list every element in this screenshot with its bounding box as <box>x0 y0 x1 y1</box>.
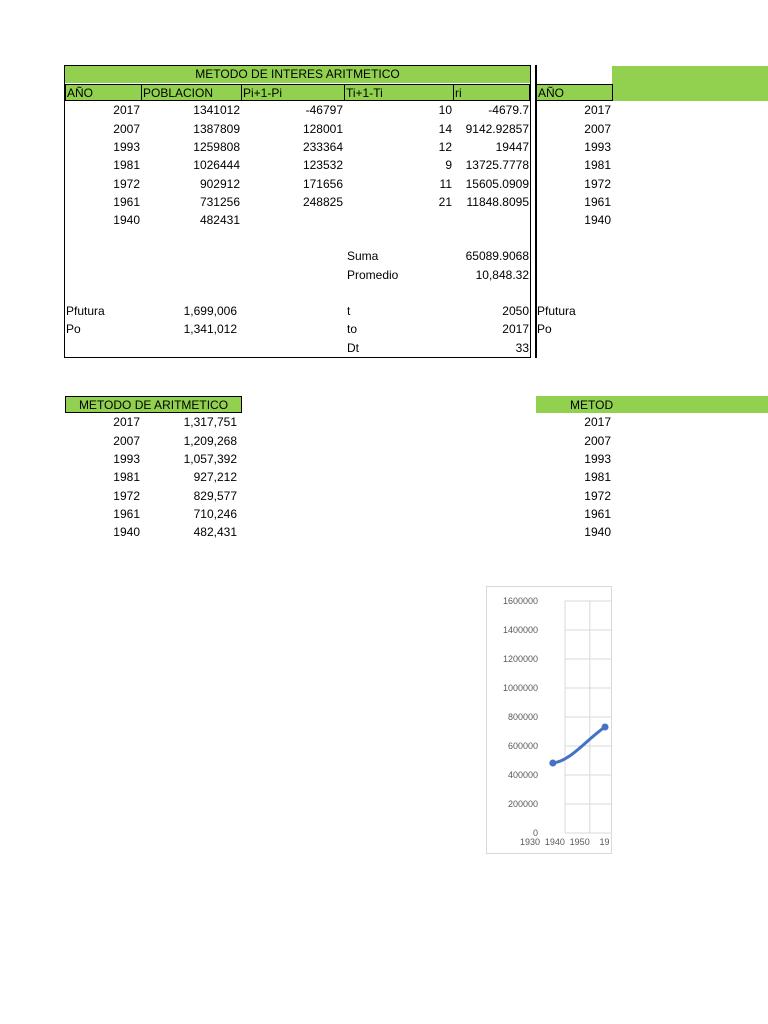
t2-year[interactable]: 2017 <box>584 103 611 117</box>
t1-dt[interactable]: 10 <box>438 103 452 117</box>
t1-year[interactable]: 1940 <box>113 213 140 227</box>
data-point <box>602 723 609 730</box>
to-value[interactable]: 2017 <box>502 322 529 336</box>
table2-header-year[interactable]: AÑO <box>536 84 613 101</box>
t3-year[interactable]: 1981 <box>113 470 140 484</box>
promedio-value[interactable]: 10,848.32 <box>475 268 529 282</box>
po-value[interactable]: 1,341,012 <box>183 322 237 336</box>
table3-title[interactable]: METODO DE ARITMETICO <box>65 396 242 413</box>
chart-svg <box>487 587 612 854</box>
y-tick-label: 200000 <box>507 799 538 809</box>
t1-year[interactable]: 1993 <box>113 139 140 154</box>
table2-title-bar <box>612 66 768 101</box>
y-tick-label: 0 <box>532 828 538 838</box>
t3-pop[interactable]: 1,209,268 <box>183 433 237 448</box>
y-tick-label: 1600000 <box>502 596 538 606</box>
to-label[interactable]: to <box>347 322 358 336</box>
po-label[interactable]: Po <box>66 322 81 336</box>
t1-pop[interactable]: 482431 <box>199 213 240 227</box>
series-line <box>553 727 605 763</box>
t4-year[interactable]: 1981 <box>584 470 611 484</box>
table1-header-dp[interactable]: Pi+1-Pi <box>241 84 345 101</box>
t1-dt[interactable]: 9 <box>445 158 452 172</box>
t4-year[interactable]: 1972 <box>584 488 611 503</box>
t4-year[interactable]: 2017 <box>584 415 611 429</box>
t4-year[interactable]: 1961 <box>584 507 611 521</box>
pfutura-label[interactable]: Pfutura <box>66 304 105 318</box>
t3-year[interactable]: 1961 <box>113 507 140 521</box>
y-tick-label: 1200000 <box>502 654 538 664</box>
t1-year[interactable]: 1972 <box>113 176 140 191</box>
t1-pop[interactable]: 1341012 <box>193 103 240 117</box>
x-tick-label: 1930 <box>519 837 541 847</box>
t1-dt[interactable]: 12 <box>438 139 452 154</box>
table1-header-population[interactable]: POBLACION <box>141 84 242 101</box>
t-label[interactable]: t <box>347 304 351 318</box>
t3-pop[interactable]: 482,431 <box>193 525 237 539</box>
t1-year[interactable]: 1961 <box>113 194 140 209</box>
t1-year[interactable]: 2007 <box>113 121 140 136</box>
t1-pop[interactable]: 731256 <box>199 194 240 209</box>
t2-pfutura-label[interactable]: Pfutura <box>537 304 576 318</box>
t4-year[interactable]: 1940 <box>584 525 611 539</box>
t1-ri[interactable]: 15605.0909 <box>465 176 529 191</box>
t2-year[interactable]: 1961 <box>584 194 611 209</box>
t3-pop[interactable]: 710,246 <box>193 507 237 521</box>
x-tick-label: 19 <box>599 837 610 847</box>
t1-pop[interactable]: 1387809 <box>193 121 240 136</box>
t2-year[interactable]: 1940 <box>584 213 611 227</box>
t3-year[interactable]: 1972 <box>113 488 140 503</box>
suma-label[interactable]: Suma <box>347 249 379 263</box>
t1-ri[interactable]: 11848.8095 <box>466 194 529 209</box>
t3-pop[interactable]: 927,212 <box>193 470 237 484</box>
data-point <box>549 760 556 767</box>
population-chart[interactable] <box>486 586 612 854</box>
t4-year[interactable]: 2007 <box>584 433 611 448</box>
t1-dt[interactable]: 21 <box>438 194 452 209</box>
t2-year[interactable]: 1972 <box>584 176 611 191</box>
t1-dt[interactable]: 14 <box>438 121 452 136</box>
t1-year[interactable]: 2017 <box>113 103 140 117</box>
t1-dp[interactable]: -46797 <box>305 103 343 117</box>
dt-label[interactable]: Dt <box>347 341 359 355</box>
t3-pop[interactable]: 829,577 <box>193 488 237 503</box>
t1-pop[interactable]: 902912 <box>199 176 240 191</box>
t1-pop[interactable]: 1259808 <box>193 139 240 154</box>
t1-ri[interactable]: 13725.7778 <box>465 158 529 172</box>
suma-value[interactable]: 65089.9068 <box>465 249 529 263</box>
t3-pop[interactable]: 1,057,392 <box>183 452 237 466</box>
y-tick-label: 400000 <box>507 770 538 780</box>
t1-ri[interactable]: 9142.92857 <box>465 121 529 136</box>
y-tick-label: 800000 <box>507 712 538 722</box>
t3-year[interactable]: 1940 <box>113 525 140 539</box>
table1-header-year[interactable]: AÑO <box>65 84 142 101</box>
t-value[interactable]: 2050 <box>502 304 529 318</box>
t4-year[interactable]: 1993 <box>584 452 611 466</box>
t1-year[interactable]: 1981 <box>113 158 140 172</box>
promedio-label[interactable]: Promedio <box>347 268 399 282</box>
t1-dp[interactable]: 248825 <box>302 194 343 209</box>
t3-year[interactable]: 1993 <box>113 452 140 466</box>
t2-year[interactable]: 2007 <box>584 121 611 136</box>
t1-dp[interactable]: 233364 <box>302 139 343 154</box>
dt-value[interactable]: 33 <box>515 341 529 355</box>
y-tick-label: 1400000 <box>502 625 538 635</box>
pfutura-value[interactable]: 1,699,006 <box>183 304 237 318</box>
t1-dp[interactable]: 171656 <box>302 176 343 191</box>
table1-header-ri[interactable]: ri <box>453 84 530 101</box>
t2-year[interactable]: 1993 <box>584 139 611 154</box>
x-tick-label: 1950 <box>569 837 590 847</box>
t3-year[interactable]: 2017 <box>113 415 140 429</box>
t1-dp[interactable]: 128001 <box>302 121 343 136</box>
y-tick-label: 1000000 <box>502 683 538 693</box>
t1-dp[interactable]: 123532 <box>302 158 343 172</box>
t3-year[interactable]: 2007 <box>113 433 140 448</box>
t3-pop[interactable]: 1,317,751 <box>183 415 237 429</box>
y-tick-label: 600000 <box>507 741 538 751</box>
t2-year[interactable]: 1981 <box>584 158 611 172</box>
table4-title[interactable]: METOD <box>570 397 614 412</box>
table1-title[interactable]: METODO DE INTERES ARITMETICO <box>65 66 530 83</box>
table1-header-dt[interactable]: Ti+1-Ti <box>344 84 454 101</box>
t1-pop[interactable]: 1026444 <box>193 158 240 172</box>
t1-ri[interactable]: -4679.7 <box>488 103 529 117</box>
x-tick-label: 1940 <box>544 837 565 847</box>
t1-dt[interactable]: 11 <box>439 176 452 191</box>
t1-ri[interactable]: 19447 <box>495 139 529 154</box>
t2-po-label[interactable]: Po <box>537 322 552 336</box>
